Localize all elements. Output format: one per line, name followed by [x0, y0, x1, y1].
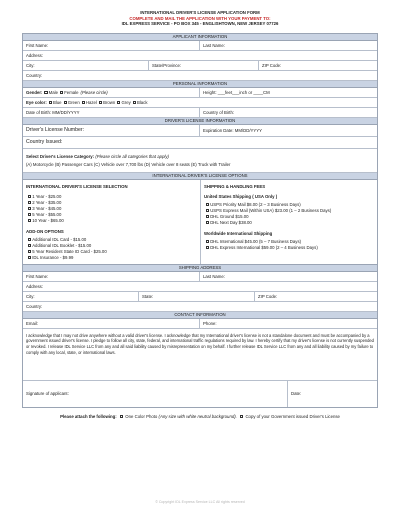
signature-date-field[interactable]: Date:: [287, 381, 377, 407]
signature-row: [23, 381, 377, 407]
applicant-section-header: APPLICANT INFORMATION: [23, 34, 377, 41]
form-subtitle: COMPLETE AND MAIL THE APPLICATION WITH YOUR PAYMENT TO:: [129, 15, 271, 21]
copyright-footer: © Copyright IDL Express Service LLC All rights reserved: [155, 500, 245, 504]
female-checkbox[interactable]: [60, 91, 63, 94]
mailing-address: IDL EXPRESS SERVICE - PO BOX 345 - ENGLISHTOWN, NEW JERSEY 07726: [121, 21, 279, 27]
addon-option[interactable]: 5 Year Resident State ID Card - $25.00: [26, 249, 197, 255]
eye-option-label: Black: [136, 99, 148, 105]
license-expiration-field[interactable]: Expiration Date: MM/DD/YYYY: [199, 125, 377, 136]
country-of-birth-field[interactable]: Country of Birth:: [199, 108, 377, 117]
eye-option-label: Grey: [121, 99, 131, 105]
addon-title: ADD-ON OPTIONS: [26, 228, 64, 234]
male-label: Male: [48, 89, 58, 95]
us-shipping-option[interactable]: USPS Priority Mail $8.00 (2 – 3 Business Days): [204, 202, 374, 208]
category-note: (Please circle all categories that apply): [95, 153, 169, 159]
eye-black-checkbox[interactable]: [133, 101, 136, 104]
world-shipping-title: Worldwide International Shipping: [204, 230, 273, 236]
male-checkbox[interactable]: [44, 91, 47, 94]
phone-field[interactable]: Phone:: [199, 319, 377, 328]
applicant-state-field[interactable]: State/Province:: [148, 61, 258, 70]
signature-field[interactable]: Signature of applicant:: [26, 391, 69, 397]
shipping-fees-title: SHIPPING & HANDLING FEES: [204, 183, 266, 189]
year-option[interactable]: 5 Year - $55.00: [26, 212, 197, 218]
attach-photo-label: One Color Photo: [125, 413, 158, 419]
shipping-address-field[interactable]: Address:: [26, 283, 43, 289]
shipping-state-field[interactable]: State:: [138, 292, 254, 301]
application-form-page: [22, 10, 378, 419]
year-option[interactable]: 1 Year - $25.00: [26, 194, 197, 200]
category-options[interactable]: (A) Motorcycle (B) Passenger Cars (C) Vehicle over 7,700 lbs (D) Vehicle over 8 seats (E) Truck with Trailer: [26, 161, 231, 167]
eye-option-label: Hazel: [85, 99, 97, 105]
license-section-header: DRIVER'S LICENSE INFORMATION: [23, 118, 377, 125]
license-category-block: [23, 149, 377, 173]
year-option[interactable]: 2 Year - $35.00: [26, 200, 197, 206]
date-of-birth-field[interactable]: Date of Birth: MM/DD/YYYY: [26, 109, 80, 115]
eye-hazel-checkbox[interactable]: [82, 101, 85, 104]
license-copy-checkbox[interactable]: [240, 415, 243, 418]
application-form: [22, 33, 378, 408]
eye-color-label: Eye color:: [26, 99, 47, 105]
eye-option-label: Brown: [103, 99, 116, 105]
gender-label: Gender:: [26, 89, 43, 95]
world-shipping-option[interactable]: DHL Express International $59.00 (2 – 4 Business Days): [204, 245, 374, 251]
height-field[interactable]: Height: ___feet___inch or ____CM: [199, 88, 377, 97]
terms-text: I acknowledge that I may not drive anywhere without a valid driver's license. I acknowledge that my International driver's license is not a standalone document and must be accompanied by a government issued driver's license. I pledge to follow all city, state, federal, and international traffic regulations required by law. I hereby certify that my driver's license is not currently suspended or revoked. I release IDL Service LLC from any and all said liability caused by misrepresentation on my behalf. I further release IDL Service LLC from any and all liability caused by my failure to comply with any local, state, or international laws.: [23, 329, 377, 381]
attachments-line: [22, 414, 378, 419]
email-field[interactable]: Email:: [26, 320, 38, 326]
contact-section-header: CONTACT INFORMATION: [23, 312, 377, 319]
applicant-country-field[interactable]: Country:: [26, 72, 43, 78]
eye-color-field: [23, 98, 377, 107]
category-label: Select Driver's License Category:: [26, 153, 95, 159]
year-option[interactable]: 10 Year - $65.00: [26, 218, 197, 224]
applicant-first-name-field[interactable]: First Name:: [26, 42, 49, 48]
shipping-last-name-field[interactable]: Last Name:: [199, 272, 377, 281]
eye-blue-checkbox[interactable]: [49, 101, 52, 104]
applicant-zip-field[interactable]: ZIP Code:: [258, 61, 377, 70]
addon-option[interactable]: Additional IDL Booklet - $15.00: [26, 243, 197, 249]
us-shipping-option[interactable]: DHL Next Day $38.00: [204, 220, 374, 226]
year-option[interactable]: 3 Year - $45.00: [26, 206, 197, 212]
idl-selection-title: INTERNATIONAL DRIVER'S LICENSE SELECTION: [26, 183, 128, 189]
eye-brown-checkbox[interactable]: [99, 101, 102, 104]
attach-label: Please attach the following:: [60, 413, 117, 419]
eye-green-checkbox[interactable]: [64, 101, 67, 104]
shipping-country-field[interactable]: Country:: [26, 303, 43, 309]
shipping-section-header: SHIPPING ADDRESS: [23, 265, 377, 272]
us-shipping-title: United States Shipping ( USA Only ): [204, 193, 278, 199]
applicant-city-field[interactable]: City:: [26, 62, 35, 68]
gender-field: [23, 88, 199, 97]
options-section-header: INTERNATIONAL DRIVER'S LICENSE OPTIONS: [23, 173, 377, 180]
eye-option-label: Blue: [52, 99, 62, 105]
attach-license-label: Copy of your Government issued Driver's License: [245, 413, 340, 419]
addon-option[interactable]: IDL Insurance - $9.99: [26, 255, 197, 261]
applicant-last-name-field[interactable]: Last Name:: [199, 41, 377, 50]
addon-option[interactable]: Additional IDL Card - $15.00: [26, 237, 197, 243]
personal-section-header: PERSONAL INFORMATION: [23, 81, 377, 88]
form-header: [22, 10, 378, 27]
options-panel: [23, 180, 377, 265]
shipping-first-name-field[interactable]: First Name:: [26, 273, 49, 279]
idl-selection-column: [23, 180, 200, 264]
applicant-address-field[interactable]: Address:: [26, 52, 43, 58]
gender-note: (Please circle): [80, 89, 108, 95]
us-shipping-option[interactable]: DHL Ground $15.00: [204, 214, 374, 220]
photo-checkbox[interactable]: [120, 415, 123, 418]
eye-option-label: Green: [67, 99, 80, 105]
form-title: INTERNATIONAL DRIVER'S LICENSE APPLICATION FORM: [140, 10, 260, 15]
license-number-field[interactable]: Driver's License Number:: [26, 127, 85, 134]
shipping-city-field[interactable]: City:: [26, 293, 35, 299]
eye-grey-checkbox[interactable]: [117, 101, 120, 104]
us-shipping-option[interactable]: USPS Express Mail (Within USA) $23.00 (1 – 2 Business Days): [204, 208, 374, 214]
attach-photo-note: (Any size with white neutral background).: [158, 413, 237, 419]
shipping-zip-field[interactable]: ZIP Code:: [254, 292, 377, 301]
world-shipping-option[interactable]: DHL International $45.00 (5 – 7 Business Days): [204, 239, 374, 245]
country-issued-field[interactable]: Country Issued:: [26, 139, 63, 146]
female-label: Female: [64, 89, 79, 95]
shipping-fees-column: [200, 180, 377, 264]
